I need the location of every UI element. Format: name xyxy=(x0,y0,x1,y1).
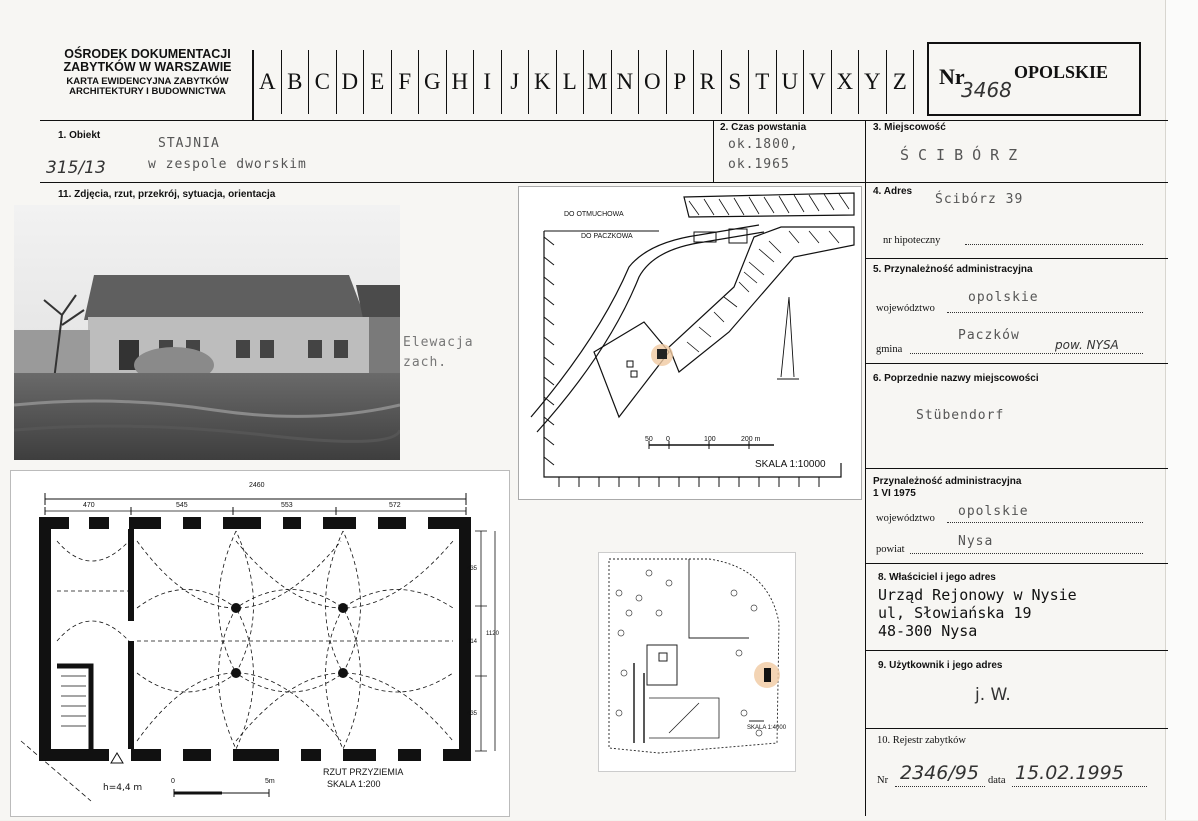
field8-label: 8. Właściciel i jego adres xyxy=(878,572,996,583)
field6-label: 6. Poprzednie nazwy miejscowości xyxy=(873,373,1039,384)
alphabet-letter: A xyxy=(254,50,282,114)
field5-label: 5. Przynależność administracyjna xyxy=(873,264,1033,275)
field9-label: 9. Użytkownik i jego adres xyxy=(878,660,1003,671)
alphabet-letter: P xyxy=(667,50,695,114)
field10-nr-dots xyxy=(895,786,985,787)
plan-scale-tick-0: 0 xyxy=(171,778,175,785)
map2-scale-label: SKALA 1:4000 xyxy=(747,725,787,731)
map1-tick-2: 0 xyxy=(666,436,670,443)
alphabet-letter: G xyxy=(419,50,447,114)
field3-value: ŚCIBÓRZ xyxy=(900,146,1027,164)
alphabet-letter: N xyxy=(612,50,640,114)
plan-total-dim: 2460 xyxy=(249,482,265,489)
site-map-2 xyxy=(598,552,796,772)
field1-label: 1. Obiekt xyxy=(58,130,101,141)
plan-dim-2: 545 xyxy=(176,502,188,509)
plan-dim-4: 572 xyxy=(389,502,401,509)
alphabet-letter: L xyxy=(557,50,585,114)
card-edge xyxy=(1165,0,1198,820)
plan-dim-right-3: 1120 xyxy=(486,631,499,637)
alphabet-letter: J xyxy=(502,50,530,114)
field10-date-label: data xyxy=(988,775,1006,786)
alphabet-letter: H xyxy=(447,50,475,114)
field4-dotted-line xyxy=(965,244,1143,245)
field2-value-line2: ok.1965 xyxy=(728,157,790,172)
alphabet-letter: I xyxy=(474,50,502,114)
rule-h-f8 xyxy=(866,650,1168,651)
alphabet-letter: Z xyxy=(887,50,915,114)
field2-value-line1: ok.1800, xyxy=(728,137,799,152)
field5-woj-label: województwo xyxy=(876,303,935,314)
road-label-paczkow: DO PACZKOWA xyxy=(581,233,633,240)
field6-value: Stübendorf xyxy=(916,408,1005,423)
map1-tick-4: 200 m xyxy=(741,436,761,443)
plan-dim-1: 470 xyxy=(83,502,95,509)
adm1975-powiat-value: Nysa xyxy=(958,534,994,549)
field10-nr-label: Nr xyxy=(877,775,889,786)
alphabet-letter: B xyxy=(282,50,310,114)
record-number-box xyxy=(927,42,1141,116)
adm1975-woj-label: województwo xyxy=(876,513,935,524)
field5-gmina-dots xyxy=(910,353,1143,354)
field4-sub-label: nr hipoteczny xyxy=(883,235,941,246)
photo-caption-line1: Elewacja xyxy=(403,335,474,350)
alphabet-letter: O xyxy=(639,50,667,114)
field10-label: 10. Rejestr zabytków xyxy=(877,735,966,746)
institution-line1: OŚRODEK DOKUMENTACJI xyxy=(64,47,231,61)
alphabet-letter: C xyxy=(309,50,337,114)
alphabet-letter: K xyxy=(529,50,557,114)
adm1975-woj-value: opolskie xyxy=(958,504,1029,519)
alphabet-letter: X xyxy=(832,50,860,114)
map1-scale-label: SKALA 1:10000 xyxy=(755,459,826,470)
field10-nr-value: 2346/95 xyxy=(900,762,979,784)
plan-scale: SKALA 1:200 xyxy=(327,779,381,789)
field5-hand-note: pow. NYSA xyxy=(1055,338,1119,352)
adm1975-label-line2: 1 VI 1975 xyxy=(873,488,916,499)
alphabet-letter: U xyxy=(777,50,805,114)
plan-title: RZUT PRZYZIEMIA xyxy=(323,767,404,777)
map1-tick-3: 100 xyxy=(704,436,716,443)
field1-value-line1: STAJNIA xyxy=(158,136,220,151)
adm1975-powiat-dots xyxy=(910,553,1143,554)
alphabet-letter: F xyxy=(392,50,420,114)
building-photo xyxy=(14,205,400,460)
alphabet-letter: Y xyxy=(859,50,887,114)
plan-dim-3: 553 xyxy=(281,502,293,509)
site-map-1-drawing xyxy=(519,187,861,499)
field4-value: Ścibórz 39 xyxy=(935,192,1024,207)
card-type-line2: ARCHITEKTURY I BUDOWNICTWA xyxy=(69,86,226,98)
rule-h-f6 xyxy=(866,468,1168,469)
nr-value: 3468 xyxy=(961,78,1012,102)
field10-date-dots xyxy=(1012,786,1147,787)
field8-line1: Urząd Rejonowy w Nysie xyxy=(878,586,1077,604)
adm1975-label-line1: Przynależność administracyjna xyxy=(873,476,1022,487)
rule-v-field2 xyxy=(713,120,714,182)
road-label-otmuchow: DO OTMUCHOWA xyxy=(564,211,624,218)
field1-hand-number: 315/13 xyxy=(46,158,106,178)
alphabet-letter: V xyxy=(804,50,832,114)
plan-height-label: h=4,4 m xyxy=(103,783,143,793)
site-map-1 xyxy=(518,186,862,500)
institution-header xyxy=(40,48,255,97)
field10-date-value: 15.02.1995 xyxy=(1015,762,1124,784)
site-map-2-drawing xyxy=(599,553,795,771)
field3-label: 3. Miejscowość xyxy=(873,122,946,133)
floor-plan xyxy=(10,470,510,817)
field5-woj-value: opolskie xyxy=(968,290,1039,305)
alphabet-letter: M xyxy=(584,50,612,114)
alphabet-letter: E xyxy=(364,50,392,114)
field8-line2: ul, Słowiańska 19 xyxy=(878,604,1032,622)
plan-dim-right-2: 314 xyxy=(467,639,478,645)
field5-woj-dots xyxy=(947,312,1143,313)
top-rule xyxy=(40,120,1168,121)
card-type-line1: KARTA EWIDENCYJNA ZABYTKÓW xyxy=(66,76,229,88)
field5-gmina-label: gmina xyxy=(876,344,903,355)
voivodeship-label: OPOLSKIE xyxy=(1014,62,1109,82)
floor-plan-drawing xyxy=(11,471,509,816)
rule-h-f5 xyxy=(866,363,1168,364)
field4-label: 4. Adres xyxy=(873,186,913,197)
adm1975-woj-dots xyxy=(947,522,1143,523)
field1-value-line2: w zespole dworskim xyxy=(148,157,307,172)
photo-image xyxy=(14,205,400,460)
rule-h-f3 xyxy=(866,182,1168,183)
nr-label: Nr xyxy=(939,64,965,89)
rule-h-f9 xyxy=(866,728,1168,729)
alphabet-index xyxy=(252,50,914,120)
rule-h-row1 xyxy=(40,182,866,183)
alphabet-letter: R xyxy=(694,50,722,114)
plan-scale-tick-5m: 5m xyxy=(265,778,275,785)
field9-value: j. W. xyxy=(975,685,1011,705)
alphabet-letter: T xyxy=(749,50,777,114)
rule-h-adm xyxy=(866,563,1168,564)
field8-line3: 48-300 Nysa xyxy=(878,622,978,640)
plan-dim-right-4: 435 xyxy=(467,711,478,717)
plan-dim-right-1: 435 xyxy=(467,566,478,572)
field5-gmina-value: Paczków xyxy=(958,328,1020,343)
map1-tick-1: 50 xyxy=(645,436,653,443)
alphabet-letter: S xyxy=(722,50,750,114)
alphabet-letter: D xyxy=(337,50,365,114)
rule-h-f4 xyxy=(866,258,1168,259)
photo-caption-line2: zach. xyxy=(403,355,448,370)
institution-line2: ZABYTKÓW W WARSZAWIE xyxy=(63,60,232,75)
adm1975-powiat-label: powiat xyxy=(876,544,905,555)
field2-label: 2. Czas powstania xyxy=(720,122,807,133)
field11-label: 11. Zdjęcia, rzut, przekrój, sytuacja, orientacja xyxy=(58,189,276,200)
